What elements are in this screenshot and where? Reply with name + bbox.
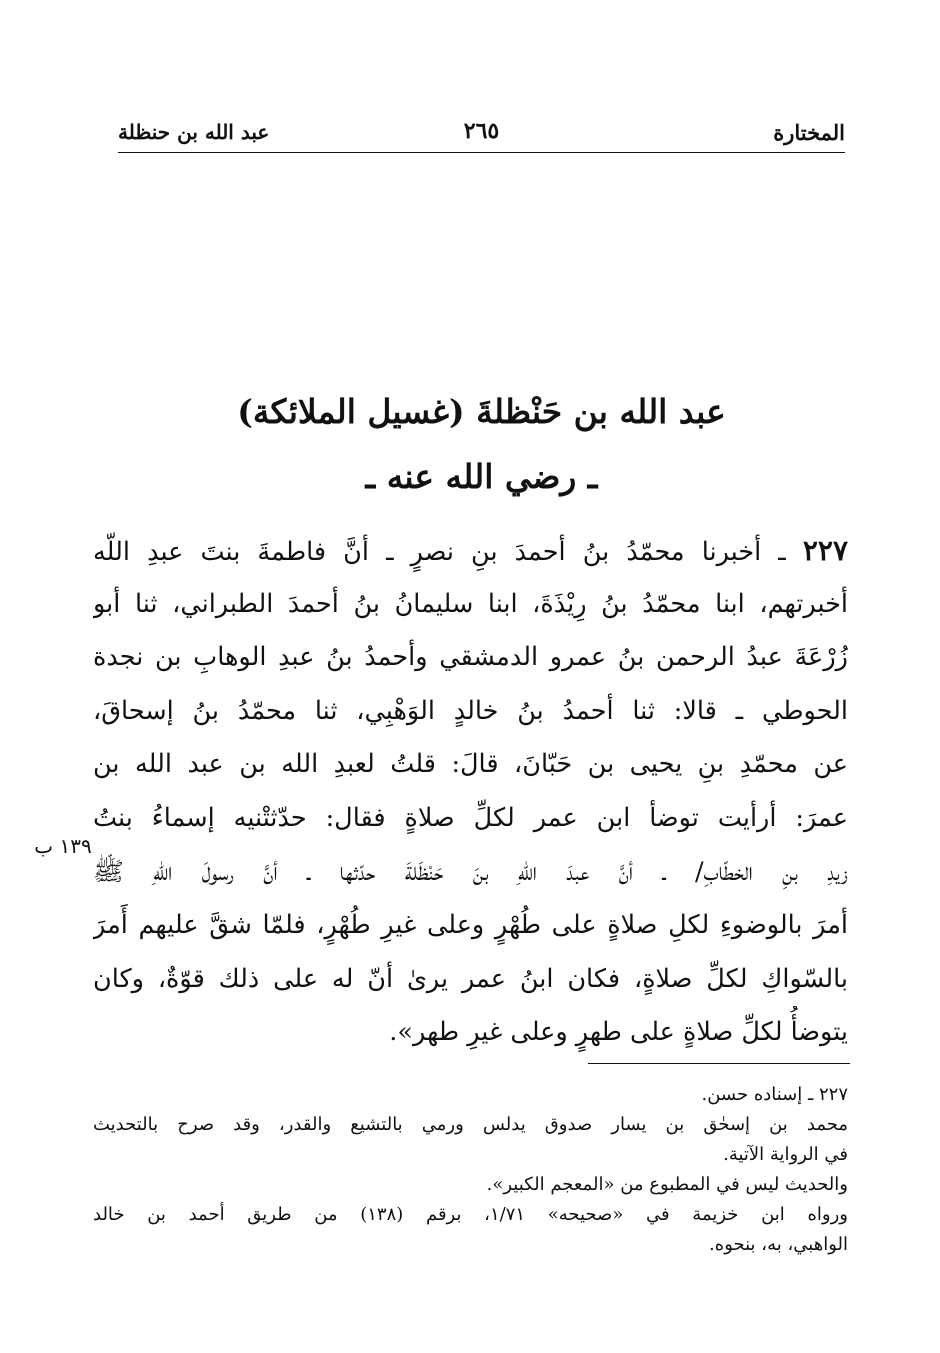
hadith-line-text: ـ أخبرنا محمّدُ بنُ أحمدَ بنِ نصرٍ ـ أنَّ فاطمةَ بنتَ عبدِ اللّه <box>93 537 786 567</box>
hadith-line <box>93 524 848 578</box>
running-head-book-title: المختارة <box>773 120 845 145</box>
hadith-line: يتوضأُ لكلِّ صلاةٍ على طهرٍ وعلى غيرِ طهر». <box>389 1017 848 1048</box>
footnote-line: في الرواية الآتية. <box>723 1144 848 1165</box>
chapter-title: عبد الله بن حَنْظلةَ (غسيل الملائكة) <box>237 392 726 431</box>
hadith-line: الحوطي ـ قالا: ثنا أحمدُ بنُ خالدٍ الوَهْبِي، ثنا محمّدُ بنُ إسحاقَ، <box>93 695 848 726</box>
footnote-line: ورواه ابن خزيمة في «صحيحه» ١/٧١، برقم (١٣٨) من طريق أحمد بن خالد <box>93 1204 848 1225</box>
hadith-line: زيدِ بنِ الخطّابِ/ ـ أنَّ عبدَ اللّهِ بنَ حَنْظَلةَ حدّثها ـ أنَّ رسولَ اللّهِ ﷺ <box>93 856 848 887</box>
footnote-line: محمد بن إسحٰق بن يسار صدوق يدلس ورمي بالتشيع والقدر، وقد صرح بالتحديث <box>93 1114 848 1135</box>
footnote-line: والحديث ليس في المطبوع من «المعجم الكبير». <box>486 1174 848 1195</box>
header-rule <box>118 152 845 153</box>
hadith-line: زُرْعَةَ عبدُ الرحمن بنُ عمرو الدمشقي وأحمدُ بنُ عبدِ الوهابِ بن نجدة <box>93 642 848 673</box>
hadith-line: أخبرتهم، ابنا محمّدُ بنُ رِيْذَةَ، ابنا سليمانُ بنُ أحمدَ الطبراني، ثنا أبو <box>93 588 848 619</box>
footnotes <box>93 1080 848 1260</box>
manuscript-folio-note: ١٣٩ ب <box>34 834 92 858</box>
running-head <box>118 118 845 152</box>
running-head-section-title: عبد الله بن حنظلة <box>118 120 270 144</box>
hadith-text <box>93 524 848 1060</box>
footnote-line: ٢٢٧ ـ إسناده حسن. <box>701 1084 848 1105</box>
hadith-line: عمرَ: أرأيت توضأ ابن عمر لكلِّ صلاةٍ فقال: حدّثتْنيه إسماءُ بنتُ <box>93 802 848 833</box>
hadith-line: بالسّواكِ لكلِّ صلاةٍ، فكان ابنُ عمر يرىٰ أنّ له على ذلك قوّةٌ، وكان <box>93 963 848 994</box>
footnote-rule <box>588 1063 850 1064</box>
hadith-number: ٢٢٧ <box>802 534 848 567</box>
page-number: ٢٦٥ <box>463 118 500 144</box>
hadith-line: عن محمّدِ بنِ يحيى بن حَبّانَ، قالَ: قلتُ لعبدِ الله بن عبد الله بن <box>93 749 848 780</box>
footnote-line: الواهبي، به، بنحوه. <box>709 1234 848 1255</box>
chapter-subtitle: ـ رضي الله عنه ـ <box>365 457 598 496</box>
hadith-line: أمرَ بالوضوءِ لكلِ صلاةٍ على طُهْرٍ وعلى غيرِ طُهْرٍ، فلمّا شقَّ عليهم أَمرَ <box>93 910 848 941</box>
